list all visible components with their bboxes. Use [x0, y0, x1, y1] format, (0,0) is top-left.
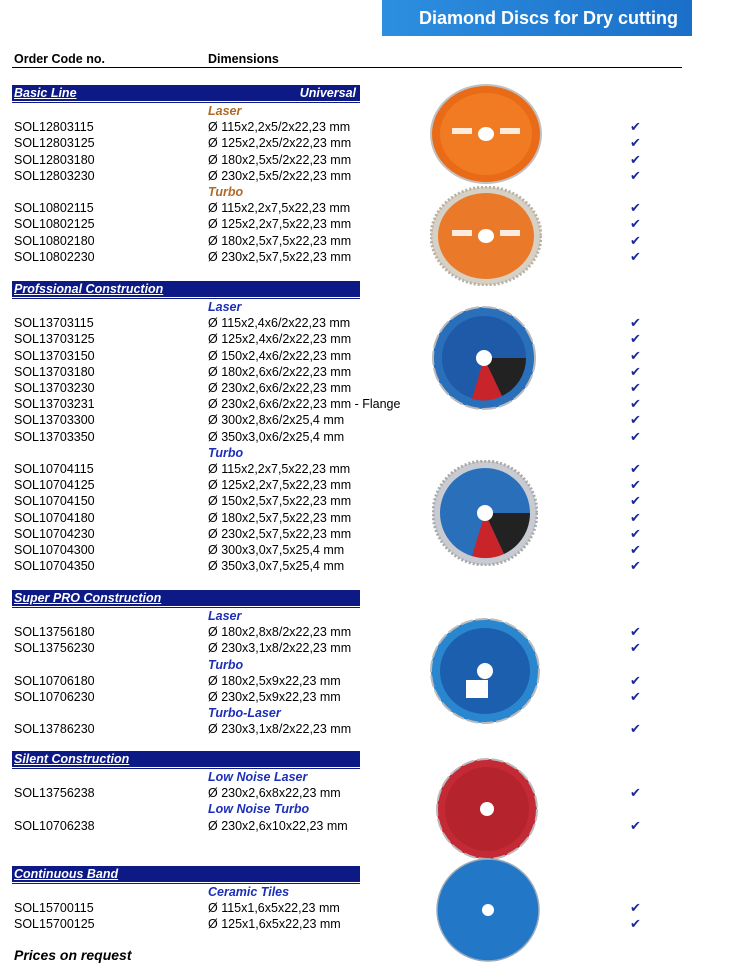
section-underline	[12, 883, 360, 884]
section-header	[12, 751, 360, 767]
order-code: SOL13756180	[14, 625, 95, 640]
dimensions: Ø 230x2,6x8x22,23 mm	[208, 786, 341, 801]
check-icon: ✔	[630, 817, 641, 833]
product-row	[14, 152, 654, 168]
dimensions: Ø 230x2,5x5/2x22,23 mm	[208, 168, 352, 183]
section-title: Super PRO Construction	[14, 591, 162, 605]
order-code: SOL10704150	[14, 494, 95, 509]
check-icon: ✔	[630, 380, 641, 395]
dimensions: Ø 125x2,2x7,5x22,23 mm	[208, 217, 352, 232]
check-icon: ✔	[630, 461, 641, 476]
check-icon: ✔	[630, 151, 641, 167]
dimensions: Ø 125x2,2x7,5x22,23 mm	[208, 478, 352, 493]
product-row	[14, 396, 654, 412]
check-icon: ✔	[630, 347, 641, 363]
product-row	[14, 348, 654, 364]
dimensions: Ø 350x3,0x7,5x25,4 mm	[208, 559, 345, 574]
dimensions: Ø 230x2,6x10x22,23 mm	[208, 818, 348, 833]
check-icon: ✔	[630, 672, 641, 688]
product-row	[14, 542, 654, 558]
dimensions: Ø 150x2,5x7,5x22,23 mm	[208, 494, 352, 509]
check-icon: ✔	[630, 412, 641, 428]
order-code: SOL10802180	[14, 233, 95, 248]
check-icon: ✔	[630, 331, 641, 347]
check-icon: ✔	[630, 509, 641, 525]
product-row	[14, 315, 654, 331]
check-icon: ✔	[630, 428, 641, 444]
section-header	[12, 866, 360, 882]
order-code: SOL15700115	[14, 901, 94, 916]
order-code: SOL10704180	[14, 510, 95, 525]
check-icon: ✔	[630, 396, 641, 412]
disc-image-superpro	[430, 618, 540, 724]
dimensions: Ø 125x2,4x6/2x22,23 mm	[208, 332, 352, 347]
product-row	[14, 510, 654, 526]
order-code: SOL10704115	[14, 462, 94, 476]
product-row	[14, 689, 654, 705]
dimensions: Ø 230x2,5x9x22,23 mm	[208, 690, 341, 704]
group-heading: Turbo-Laser	[208, 706, 281, 721]
product-row	[14, 249, 654, 265]
check-icon: ✔	[630, 493, 641, 509]
order-code: SOL10704125	[14, 478, 95, 493]
order-code: SOL10704230	[14, 526, 95, 541]
dimensions: Ø 115x2,2x7,5x22,23 mm	[208, 462, 351, 476]
check-icon: ✔	[630, 689, 641, 704]
section-title: Silent Construction	[14, 752, 130, 766]
check-icon: ✔	[630, 900, 641, 916]
product-row	[14, 135, 654, 151]
order-code: SOL12803115	[14, 120, 94, 135]
dimensions: Ø 230x3,1x8/2x22,23 mm	[208, 722, 352, 737]
order-code: SOL10802115	[14, 201, 94, 216]
column-header-dimensions: Dimensions	[208, 52, 279, 66]
order-code: SOL13703150	[14, 348, 95, 363]
group-heading: Laser	[208, 609, 242, 623]
group-heading: Laser	[208, 104, 242, 118]
product-row	[14, 624, 654, 640]
check-icon: ✔	[630, 477, 641, 493]
dimensions: Ø 230x3,1x8/2x22,23 mm	[208, 641, 352, 656]
section-subtitle: Universal	[299, 86, 356, 100]
dimensions: Ø 300x2,8x6/2x25,4 mm	[208, 413, 345, 428]
dimensions: Ø 180x2,5x9x22,23 mm	[208, 673, 341, 688]
dimensions: Ø 230x2,5x7,5x22,23 mm	[208, 526, 352, 541]
check-icon: ✔	[630, 542, 641, 557]
product-row	[14, 233, 654, 249]
order-code: SOL13703180	[14, 364, 95, 379]
check-icon: ✔	[630, 721, 641, 737]
order-code: SOL13786230	[14, 722, 95, 737]
product-row	[14, 380, 654, 396]
order-code: SOL13703125	[14, 332, 95, 347]
header-divider	[12, 67, 682, 68]
check-icon: ✔	[630, 216, 641, 232]
disc-image-professional-turbo	[432, 460, 538, 566]
dimensions: Ø 125x2,2x5/2x22,23 mm	[208, 136, 352, 151]
section-underline	[12, 298, 360, 299]
order-code: SOL12803230	[14, 168, 95, 183]
product-row	[14, 916, 654, 932]
product-row	[14, 216, 654, 232]
group-heading: Laser	[208, 300, 242, 314]
order-code: SOL13703230	[14, 381, 95, 395]
order-code: SOL12803125	[14, 136, 95, 151]
check-icon: ✔	[630, 167, 641, 183]
disc-image-basic-laser	[430, 84, 542, 184]
disc-image-continuous	[436, 858, 540, 962]
order-code: SOL10706180	[14, 673, 95, 688]
group-heading: Turbo	[208, 657, 244, 672]
dimensions: Ø 125x1,6x5x22,23 mm	[208, 917, 341, 932]
order-code: SOL10706230	[14, 690, 95, 704]
group-heading: Turbo	[208, 185, 244, 199]
dimensions: Ø 180x2,6x6/2x22,23 mm	[208, 364, 352, 379]
product-row	[14, 493, 654, 509]
order-code: SOL10704350	[14, 559, 95, 574]
section-underline	[12, 102, 360, 103]
dimensions: Ø 115x2,2x7,5x22,23 mm	[208, 201, 351, 216]
check-icon: ✔	[630, 363, 641, 379]
disc-image-basic-turbo	[430, 186, 542, 286]
section-header	[12, 590, 360, 606]
section-underline	[12, 768, 360, 769]
order-code: SOL13703115	[14, 316, 94, 331]
product-row	[14, 119, 654, 135]
section-title: Basic Line	[14, 86, 77, 100]
check-icon: ✔	[630, 785, 641, 801]
dimensions: Ø 180x2,8x8/2x22,23 mm	[208, 625, 352, 640]
product-row	[14, 168, 654, 184]
product-row	[14, 364, 654, 380]
order-code: SOL12803180	[14, 152, 95, 167]
product-row	[14, 477, 654, 493]
check-icon: ✔	[630, 916, 641, 932]
dimensions: Ø 350x3,0x6/2x25,4 mm	[208, 429, 345, 444]
check-icon: ✔	[630, 315, 641, 331]
product-row	[14, 331, 654, 347]
disc-image-professional-laser	[432, 306, 536, 410]
dimensions: Ø 115x1,6x5x22,23 mm	[208, 901, 340, 916]
dimensions: Ø 230x2,6x6/2x22,23 mm	[208, 381, 352, 395]
product-row	[14, 721, 654, 737]
order-code: SOL10802125	[14, 217, 95, 232]
product-row	[14, 785, 654, 801]
check-icon: ✔	[630, 200, 641, 216]
product-row	[14, 640, 654, 656]
group-heading: Ceramic Tiles	[208, 885, 290, 899]
section-title: Continuous Band	[14, 867, 119, 881]
order-code: SOL13756230	[14, 641, 95, 656]
product-row	[14, 200, 654, 216]
product-row	[14, 429, 654, 445]
order-code: SOL10704300	[14, 543, 95, 557]
order-code: SOL13703300	[14, 413, 95, 428]
page-title: Diamond Discs for Dry cutting	[418, 8, 678, 28]
product-row	[14, 818, 654, 834]
order-code: SOL10802230	[14, 249, 95, 264]
dimensions: Ø 115x2,2x5/2x22,23 mm	[208, 120, 351, 135]
order-code: SOL13703231	[14, 397, 95, 412]
order-code: SOL15700125	[14, 917, 95, 932]
check-icon: ✔	[630, 232, 641, 248]
section-title: Profssional Construction	[14, 282, 164, 296]
section-header	[12, 281, 360, 297]
group-heading: Turbo	[208, 445, 244, 460]
dimensions: Ø 180x2,5x7,5x22,23 mm	[208, 510, 352, 525]
check-icon: ✔	[630, 248, 641, 264]
dimensions: Ø 300x3,0x7,5x25,4 mm	[208, 543, 345, 557]
order-code: SOL10706238	[14, 818, 95, 833]
check-icon: ✔	[630, 640, 641, 656]
dimensions: Ø 180x2,5x5/2x22,23 mm	[208, 152, 352, 167]
product-row	[14, 900, 654, 916]
product-row	[14, 461, 654, 477]
page-title-banner	[382, 0, 692, 36]
dimensions: Ø 115x2,4x6/2x22,23 mm	[208, 316, 351, 331]
dimensions: Ø 180x2,5x7,5x22,23 mm	[208, 233, 352, 248]
disc-image-silent	[436, 758, 538, 860]
check-icon: ✔	[630, 624, 641, 640]
product-row	[14, 558, 654, 574]
column-header-code: Order Code no.	[14, 52, 105, 66]
check-icon: ✔	[630, 135, 641, 151]
product-row	[14, 673, 654, 689]
section-underline	[12, 607, 360, 608]
dimensions: Ø 230x2,6x6/2x22,23 mm - Flange	[208, 397, 401, 412]
prices-note: Prices on request	[14, 947, 132, 963]
group-heading: Low Noise Turbo	[208, 802, 310, 817]
dimensions: Ø 150x2,4x6/2x22,23 mm	[208, 348, 352, 363]
product-row	[14, 412, 654, 428]
dimensions: Ø 230x2,5x7,5x22,23 mm	[208, 249, 352, 264]
check-icon: ✔	[630, 525, 641, 541]
check-icon: ✔	[630, 119, 641, 135]
section-header	[12, 85, 360, 101]
product-row	[14, 526, 654, 542]
order-code: SOL13703350	[14, 429, 95, 444]
group-heading: Low Noise Laser	[208, 770, 308, 784]
check-icon: ✔	[630, 558, 641, 574]
order-code: SOL13756238	[14, 786, 95, 801]
